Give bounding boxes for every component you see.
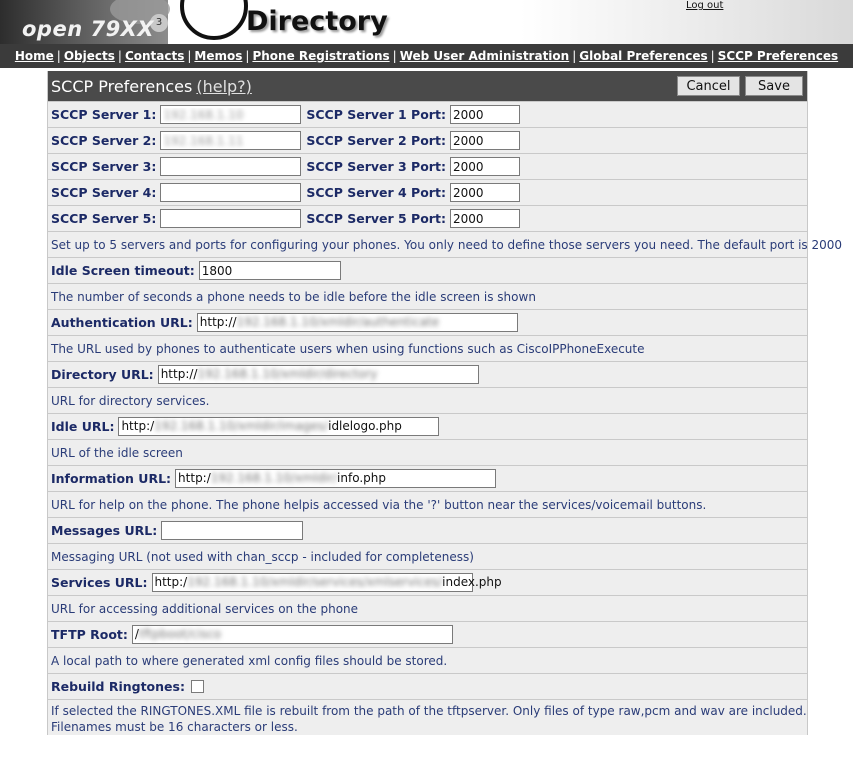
server-4-port-label: SCCP Server 4 Port: [306,185,446,200]
messages-url-label: Messages URL: [51,523,158,538]
auth-url-input[interactable]: http://192.168.1.10/xmldir/authenticate [197,313,518,332]
idle-timeout-description: The number of seconds a phone needs to be idle before the idle screen is shown [48,283,807,309]
server-row-3 [48,153,807,179]
messages-url-input[interactable] [161,521,303,540]
tftp-root-input[interactable]: /tftpboot/cisco [132,625,453,644]
server-row-4 [48,179,807,205]
server-3-port-label: SCCP Server 3 Port: [306,159,446,174]
help-link[interactable]: (help?) [196,77,252,96]
directory-url-input[interactable]: http://192.168.1.10/xmldir/directory [158,365,479,384]
server-5-label: SCCP Server 5: [51,211,157,226]
sccp-preferences-panel [47,71,843,735]
panel-header [48,71,807,101]
services-url-input[interactable]: http:/192.168.1.10/xmldir/services/xmlservices/index.php [152,573,473,592]
nav-memos[interactable]: Memos [194,49,243,63]
server-5-port-input[interactable] [450,209,520,228]
logo-icon [180,0,248,40]
server-2-label: SCCP Server 2: [51,133,157,148]
server-row-5 [48,205,807,231]
tftp-root-row [48,621,807,647]
app-header [0,0,853,44]
server-1-port-input[interactable] [450,105,520,124]
tftp-root-description: A local path to where generated xml config files should be stored. [48,647,807,673]
app-title: Directory [246,6,388,37]
tftp-root-label: TFTP Root: [51,627,128,642]
server-1-input[interactable] [160,105,301,124]
server-4-input[interactable] [160,183,301,202]
server-5-port-label: SCCP Server 5 Port: [306,211,446,226]
directory-url-row [48,361,807,387]
services-url-description: URL for accessing additional services on the phone [48,595,807,621]
messages-url-description: Messaging URL (not used with chan_sccp - included for completeness) [48,543,807,569]
server-2-input[interactable] [160,131,301,150]
main-nav: Home | Objects | Contacts | Memos | Phone Registrations | Web User Administration | Global Preferences | SCCP Preferences [0,44,853,68]
server-5-input[interactable] [160,209,301,228]
server-3-port-input[interactable] [450,157,520,176]
nav-home[interactable]: Home [14,49,54,63]
idle-timeout-row [48,257,807,283]
brand-banner [0,0,168,44]
logout-link[interactable]: Log out [686,0,724,11]
idle-timeout-input[interactable] [199,261,341,280]
nav-global-preferences[interactable]: Global Preferences [579,49,708,63]
info-url-label: Information URL: [51,471,172,486]
page-title: SCCP Preferences (help?) [51,77,252,96]
rebuild-ringtones-checkbox[interactable] [191,680,204,693]
brand-name: open 79XX [22,17,155,41]
auth-url-description: The URL used by phones to authenticate users when using functions such as CiscoIPPhoneExecute [48,335,807,361]
phone-key-icon: 3 [150,14,168,32]
server-3-input[interactable] [160,157,301,176]
cancel-button[interactable]: Cancel [677,76,740,96]
messages-url-row [48,517,807,543]
auth-url-label: Authentication URL: [51,315,193,330]
rebuild-ringtones-description: If selected the RINGTONES.XML file is rebuilt from the path of the tftpserver. Only files of type raw,pcm and wav are included. Filenames must be 16 characters or less. [48,699,807,735]
server-1-port-label: SCCP Server 1 Port: [306,107,446,122]
info-url-input[interactable]: http:/192.168.1.10/xmldir/info.php [175,469,496,488]
idle-timeout-label: Idle Screen timeout: [51,263,195,278]
nav-phone-registrations[interactable]: Phone Registrations [252,49,390,63]
services-url-row [48,569,807,595]
idle-url-description: URL of the idle screen [48,439,807,465]
server-2-port-label: SCCP Server 2 Port: [306,133,446,148]
idle-url-row [48,413,807,439]
directory-url-description: URL for directory services. [48,387,807,413]
rebuild-ringtones-row [48,673,807,699]
info-url-row [48,465,807,491]
auth-url-row [48,309,807,335]
server-row-2 [48,127,807,153]
server-3-label: SCCP Server 3: [51,159,157,174]
services-url-label: Services URL: [51,575,148,590]
server-row-1 [48,101,807,127]
directory-url-label: Directory URL: [51,367,154,382]
idle-url-input[interactable]: http:/192.168.1.10/xmldir/images/idlelogo.php [118,417,439,436]
nav-contacts[interactable]: Contacts [124,49,185,63]
servers-description: Set up to 5 servers and ports for configuring your phones. You only need to define those servers you need. The default port is 2000 [48,231,807,257]
info-url-description: URL for help on the phone. The phone helpis accessed via the '?' button near the services/voicemail buttons. [48,491,807,517]
server-2-port-input[interactable] [450,131,520,150]
idle-url-label: Idle URL: [51,419,115,434]
nav-objects[interactable]: Objects [63,49,115,63]
server-4-label: SCCP Server 4: [51,185,157,200]
server-1-label: SCCP Server 1: [51,107,157,122]
server-4-port-input[interactable] [450,183,520,202]
nav-web-user-administration[interactable]: Web User Administration [399,49,570,63]
rebuild-ringtones-label: Rebuild Ringtones: [51,679,185,694]
nav-sccp-preferences[interactable]: SCCP Preferences [717,49,839,63]
save-button[interactable]: Save [745,76,803,96]
